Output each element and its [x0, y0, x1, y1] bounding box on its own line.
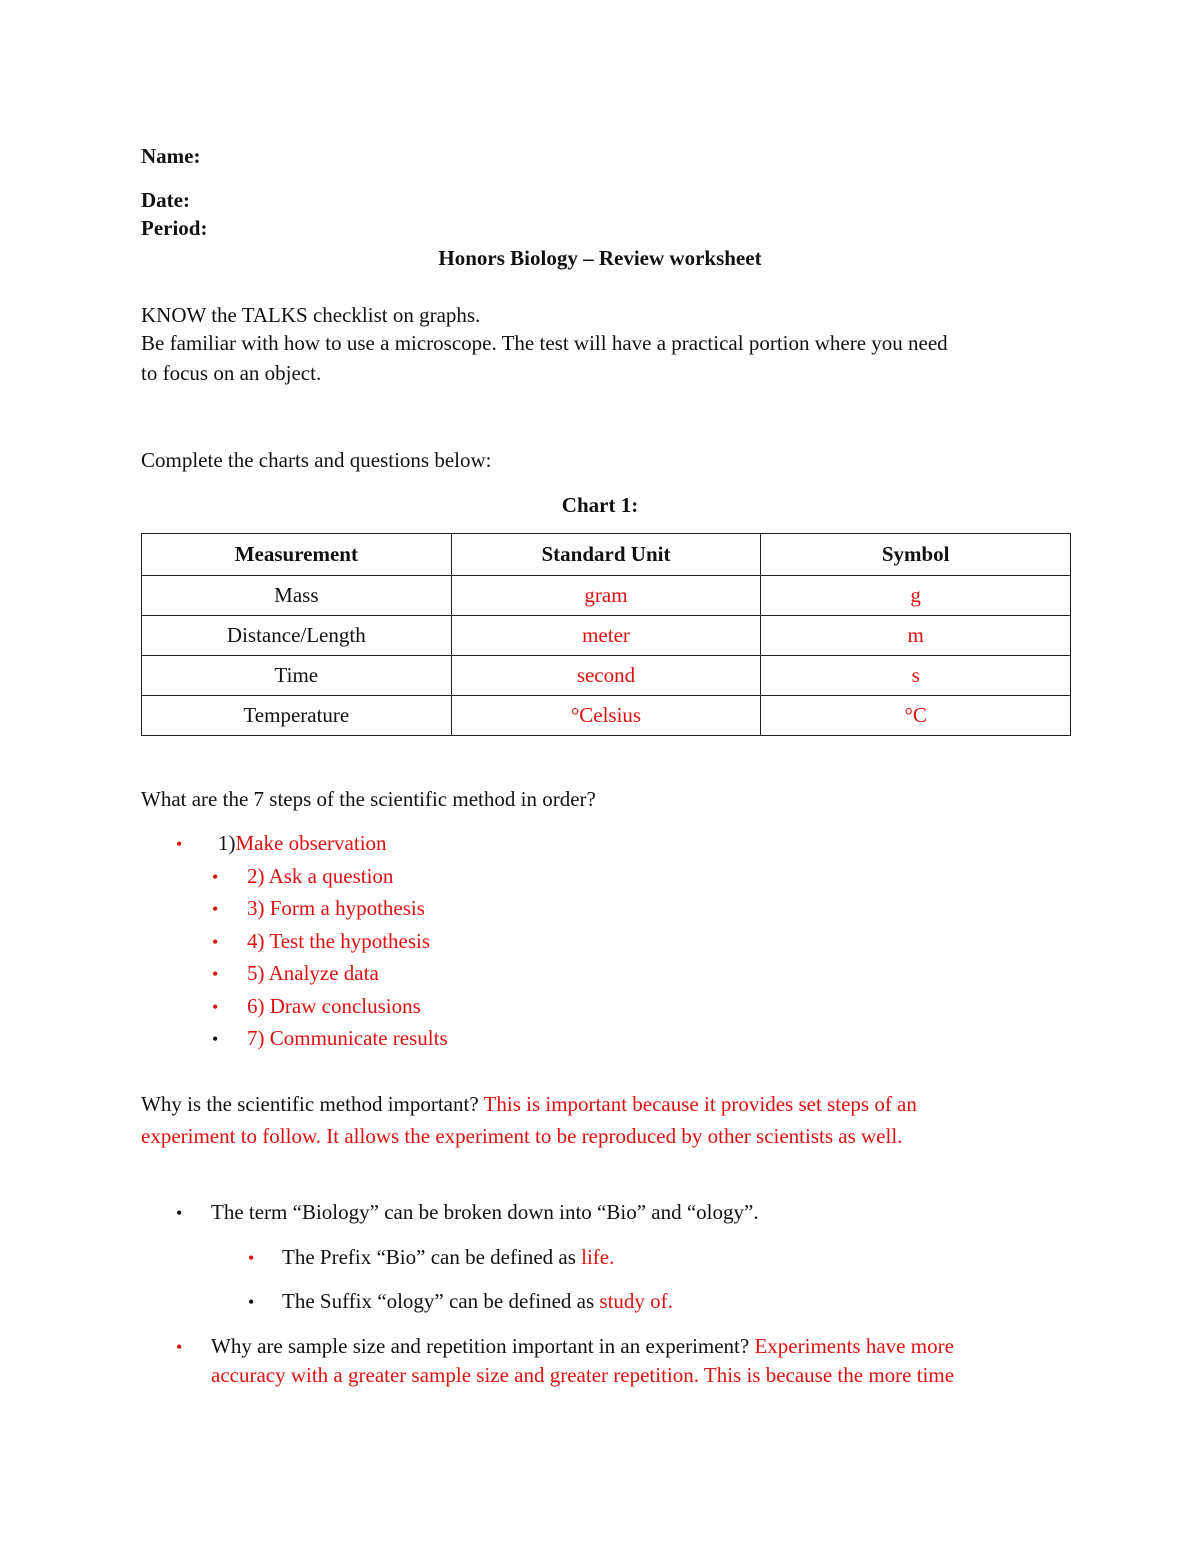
intro-line-3: to focus on an object.	[141, 361, 322, 385]
bullet-icon: •	[248, 1248, 255, 1268]
step-item-7: 7) Communicate results	[247, 1026, 448, 1050]
suffix-label: The Suffix “ology” can be defined as	[282, 1289, 595, 1313]
measurement-cell: Temperature	[142, 696, 452, 736]
importance-answer: This is important because it provides set steps of an	[483, 1092, 917, 1116]
importance-line-1	[141, 1092, 917, 1117]
sample-answer-continued: accuracy with a greater sample size and greater repetition. This is because the more time	[211, 1363, 955, 1387]
bullet-icon: •	[212, 964, 219, 984]
instructions: Complete the charts and questions below:	[141, 448, 492, 472]
chart-caption: Chart 1:	[561, 493, 639, 517]
page-title: Honors Biology – Review worksheet	[438, 246, 762, 270]
suffix-answer: study of.	[599, 1289, 673, 1313]
bullet-icon: •	[212, 899, 219, 919]
sample-answer: Experiments have more	[754, 1334, 954, 1358]
bullet-icon: •	[212, 997, 219, 1017]
intro-line-2: Be familiar with how to use a microscope. The test will have a practical portion where you need	[141, 331, 948, 355]
bullet-icon: •	[176, 834, 183, 854]
step-number: 1)	[218, 831, 236, 855]
unit-cell: °Celsius	[451, 696, 761, 736]
measurement-cell: Time	[142, 656, 452, 696]
column-header: Standard Unit	[451, 534, 761, 576]
bullet-icon: •	[248, 1292, 255, 1312]
table-row	[142, 616, 1071, 656]
step-item-3: 3) Form a hypothesis	[247, 896, 425, 920]
importance-question: Why is the scientific method important?	[141, 1092, 479, 1116]
table-row	[142, 696, 1071, 736]
step-item-2: 2) Ask a question	[247, 864, 394, 888]
step-item-1	[218, 831, 387, 856]
step-item-6: 6) Draw conclusions	[247, 994, 421, 1018]
table-row	[142, 656, 1071, 696]
measurement-cell: Distance/Length	[142, 616, 452, 656]
step-text: Make observation	[235, 831, 387, 855]
period-label: Period:	[141, 216, 208, 240]
unit-cell: meter	[451, 616, 761, 656]
bullet-icon: •	[212, 932, 219, 952]
symbol-cell: °C	[761, 696, 1071, 736]
step-item-5: 5) Analyze data	[247, 961, 379, 985]
bullet-icon: •	[176, 1203, 183, 1223]
symbol-cell: g	[761, 576, 1071, 616]
step-item-4: 4) Test the hypothesis	[247, 929, 431, 953]
name-label: Name:	[141, 144, 201, 168]
column-header: Measurement	[142, 534, 452, 576]
importance-answer-continued: experiment to follow. It allows the experiment to be reproduced by other scientists as well.	[141, 1124, 903, 1148]
bullet-icon: •	[176, 1337, 183, 1357]
unit-cell: gram	[451, 576, 761, 616]
bullet-icon: •	[212, 1029, 219, 1049]
table-header-row	[142, 534, 1071, 576]
units-table	[141, 533, 1071, 736]
prefix-label: The Prefix “Bio” can be defined as	[282, 1245, 576, 1269]
measurement-cell: Mass	[142, 576, 452, 616]
unit-cell: second	[451, 656, 761, 696]
symbol-cell: m	[761, 616, 1071, 656]
date-label: Date:	[141, 188, 190, 212]
prefix-definition	[282, 1245, 614, 1270]
term-statement: The term “Biology” can be broken down into “Bio” and “ology”.	[211, 1200, 759, 1224]
symbol-cell: s	[761, 656, 1071, 696]
column-header: Symbol	[761, 534, 1071, 576]
suffix-definition	[282, 1289, 673, 1314]
sample-line-1	[211, 1334, 954, 1359]
table-row	[142, 576, 1071, 616]
intro-line-1: KNOW the TALKS checklist on graphs.	[141, 303, 481, 327]
sample-question: Why are sample size and repetition important in an experiment?	[211, 1334, 750, 1358]
bullet-icon: •	[212, 867, 219, 887]
prefix-answer: life.	[581, 1245, 615, 1269]
steps-question: What are the 7 steps of the scientific method in order?	[141, 787, 596, 811]
